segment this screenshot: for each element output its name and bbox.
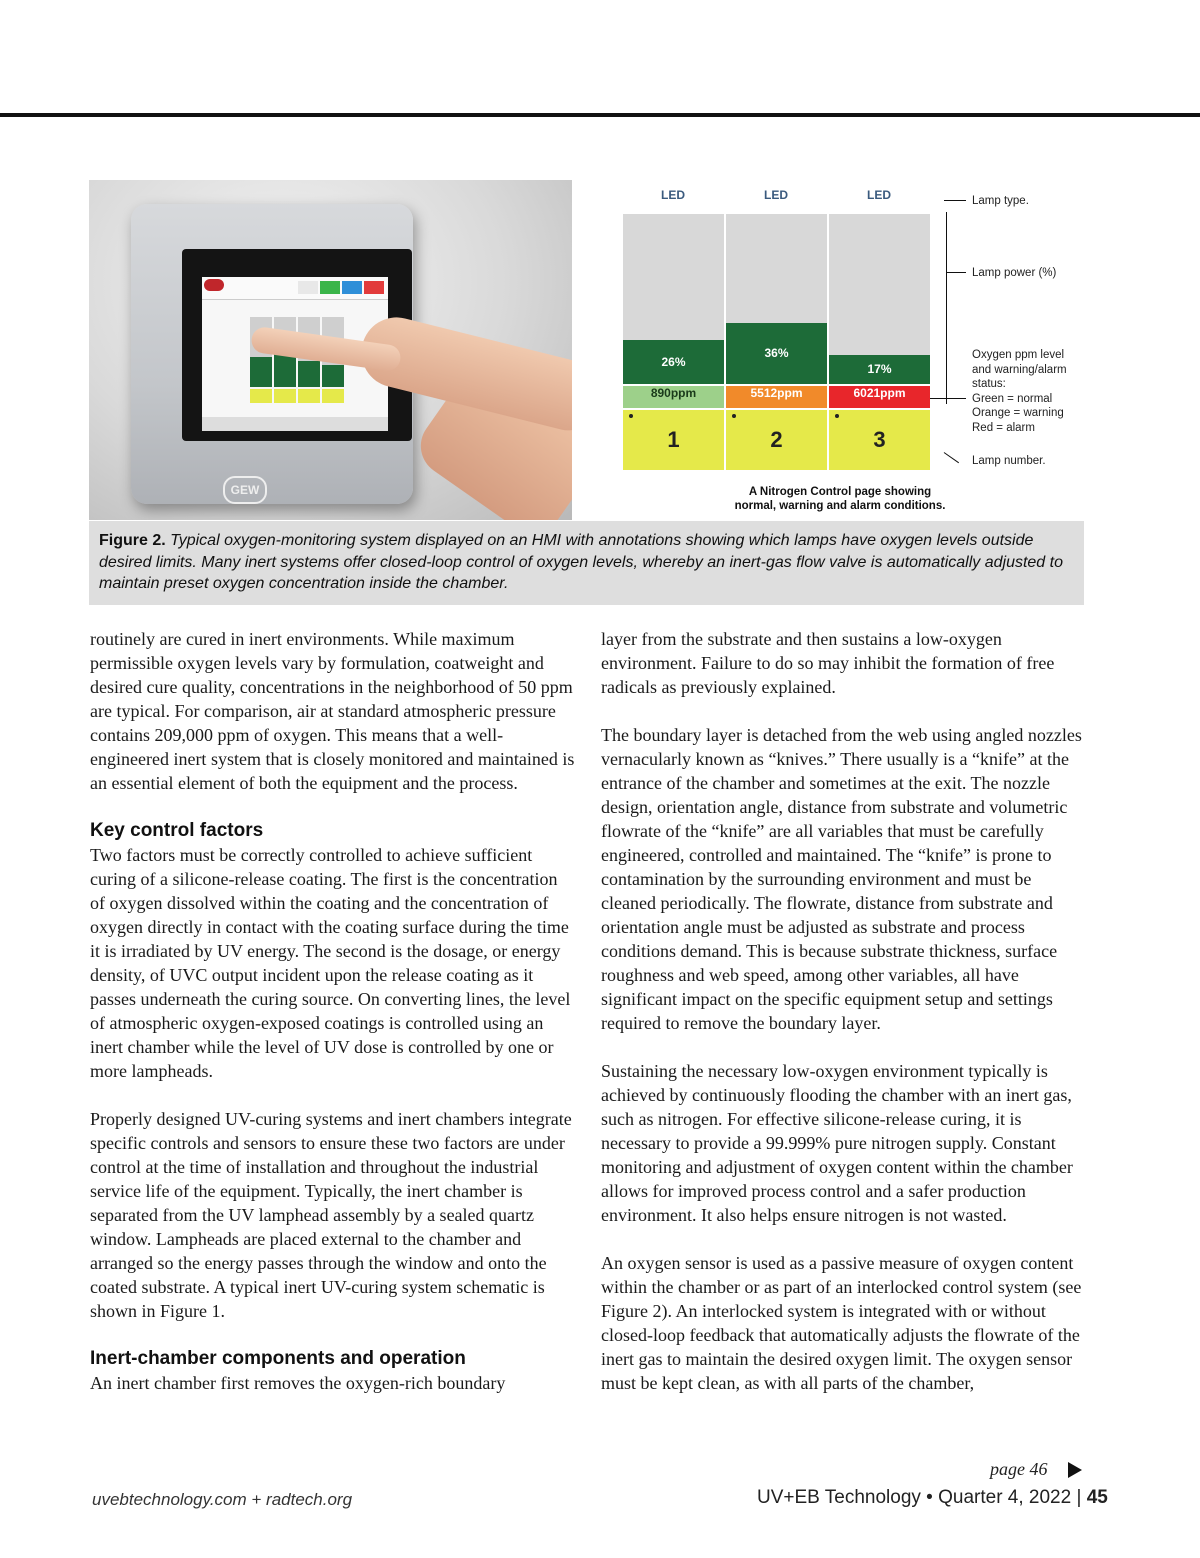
paragraph: An inert chamber first removes the oxygen-rich boundary [90,1373,506,1393]
arrow-right-icon [1068,1462,1082,1478]
dot-icon [835,414,839,418]
paragraph: layer from the substrate and then sustains a low-oxygen environment. Failure to do so may inhibit the formation of free radicals as previously explained. [601,629,1055,697]
lamp-number: 1 [667,427,680,452]
annotation-line: Red = alarm [972,421,1035,434]
hmi-power-bar [274,353,296,387]
paragraph: Two factors must be correctly controlled to achieve sufficient curing of a silicone-release coating. The first is the concentration of oxygen dissolved within the coating and the concentration of oxygen directly in contact with the coating surface during the time it is irradiated by UV energy. The second is the dosage, or energy density, of UVC output incident upon the release coating as it passes underneath the curing source. On converting lines, the level of atmospheric oxygen-exposed coatings is controlled using an inert chamber while the level of UV dose is controlled by one or more lampheads. [90,845,571,1081]
publication-name: UV+EB Technology • Quarter 4, 2022 [757,1487,1077,1508]
annotation-bracket [946,212,947,404]
hmi-power-bar [250,357,272,387]
footer-publication [757,1487,1108,1509]
lamp-number: 3 [873,427,886,452]
annotation-lamp-type: Lamp type. [972,195,1029,207]
oxygen-ppm-status: 890ppm [623,386,724,408]
oxygen-ppm-status: 6021ppm [829,386,930,408]
lamp-power-bar: 26% [623,340,724,384]
lamp-power-bar: 36% [726,323,827,384]
lamp-power-column [623,214,724,384]
paragraph: An oxygen sensor is used as a passive measure of oxygen content within the chamber or as part of an interlocked control system (see Figure 2). An interlocked system is integrated with or without closed-loop feedback that automatically adjusts the flowrate of the inert gas to maintain the desired oxygen limit. The oxygen sensor must be kept clean, as with all parts of the chamber, [601,1253,1082,1393]
annotation-line: Orange = warning [972,407,1064,419]
hmi-logo-icon [204,279,224,291]
hmi-power-bar [322,365,344,387]
hmi-lamp-number [298,389,320,403]
annotation-oxygen-status [972,348,1067,435]
lamp-power-column [829,214,930,384]
hmi-lamp-number [274,389,296,403]
figure-caption-text: Typical oxygen-monitoring system displayed on an HMI with annotations showing which lamps have oxygen levels outside desired limits. Many inert systems offer closed-loop control of oxygen levels, whereby an inert-gas flow valve is automatically adjusted to maintain preset oxygen concentration inside the chamber. [99,532,1063,592]
hmi-button [298,281,318,294]
footer-separator: | [1076,1487,1082,1508]
annotation-leader [944,452,959,463]
lamp-power-bar: 17% [829,355,930,384]
annotation-lamp-power: Lamp power (%) [972,267,1057,279]
lamp-number-tile [829,410,930,470]
hmi-button [342,281,362,294]
continued-on-page-link[interactable]: page 46 [990,1459,1048,1479]
hmi-bottom-bar [202,417,388,431]
lamp-type-label: LED [764,188,788,202]
dot-icon [732,414,736,418]
top-rule [0,113,1200,117]
hmi-photo [89,180,572,520]
lamp-type-label: LED [867,188,891,202]
device-logo: GEW [223,476,267,504]
paragraph: routinely are cured in inert environments. While maximum permissible oxygen levels vary by formulation, coatweight and desired cure quality, concentrations in the neighborhood of 50 ppm are typical. For comparison, air at standard atmospheric pressure contains 209,000 ppm of oxygen. This means that a well-engineered inert system that is closely monitored and maintained is an essential element of both the equipment and the process. [90,629,575,793]
annotation-line: Green = normal [972,392,1053,405]
lamp-power-column [726,214,827,384]
caption-line: normal, warning and alarm conditions. [734,500,946,512]
annotation-line: status: [972,378,1006,390]
hmi-lamp-number [322,389,344,403]
right-column [601,627,1086,1419]
paragraph: Properly designed UV-curing systems and inert chambers integrate specific controls and sensors to ensure these two factors are under control at the time of installation and throughout the industrial service life of the equipment. Typically, the inert chamber is separated from the UV lamphead assembly by a sealed quartz window. Lampheads are placed external to the chamber and arranged so the energy passes through the window and onto the coated substrate. A typical inert UV-curing system schematic is shown in Figure 1. [90,1109,572,1321]
footer-websites: uvebtechnology.com + radtech.org [92,1490,353,1509]
nitrogen-control-graphic [622,186,930,472]
caption-line: A Nitrogen Control page showing [748,486,932,498]
hmi-toolbar [202,277,388,300]
left-column [90,627,575,1419]
section-heading: Inert-chamber components and operation [90,1348,466,1369]
annotation-line: Oxygen ppm level [972,349,1065,361]
page-number: 45 [1086,1487,1108,1508]
dot-icon [629,414,633,418]
lamp-number-tile [726,410,827,470]
section-heading: Key control factors [90,820,264,841]
figure-label: Figure 2. [99,532,166,549]
annotation-leader [944,200,966,201]
hmi-button [364,281,384,294]
hmi-button [320,281,340,294]
nitrogen-graphic-caption [700,485,980,513]
figure-caption [89,521,1084,605]
hmi-power-bar [298,361,320,387]
lamp-type-label: LED [661,188,685,202]
annotation-leader [946,272,966,273]
lamp-number-tile [623,410,724,470]
annotation-leader [930,398,966,399]
annotation-line: and warning/alarm [972,363,1067,376]
lamp-number: 2 [770,427,783,452]
paragraph: The boundary layer is detached from the web using angled nozzles vernacularly known as “knives.” There usually is a “knife” at the entrance of the chamber and sometimes at the exit. The nozzle design, orientation angle, distance from substrate and volumetric flowrate of the “knife” are all variables that must be carefully engineered, controlled and maintained. The “knife” is prone to contamination by the surrounding environment and must be cleaned periodically. The flowrate, distance from substrate and orientation angle must be adjusted as substrate and process conditions demand. This is because substrate thickness, surface roughness and web speed, among other variables, all have significant impact on the specific equipment setup and settings required to remove the boundary layer. [601,725,1082,1033]
hmi-lamp-number [250,389,272,403]
paragraph: Sustaining the necessary low-oxygen environment typically is achieved by continuously flooding the chamber with an inert gas, such as nitrogen. For effective silicone-release curing, it is necessary to provide a 99.999% pure nitrogen supply. Constant monitoring and adjustment of oxygen content within the chamber allows for improved process control and a safer production environment. It also helps ensure nitrogen is not wasted. [601,1061,1073,1225]
oxygen-ppm-status: 5512ppm [726,386,827,408]
annotation-lamp-number: Lamp number. [972,455,1046,467]
